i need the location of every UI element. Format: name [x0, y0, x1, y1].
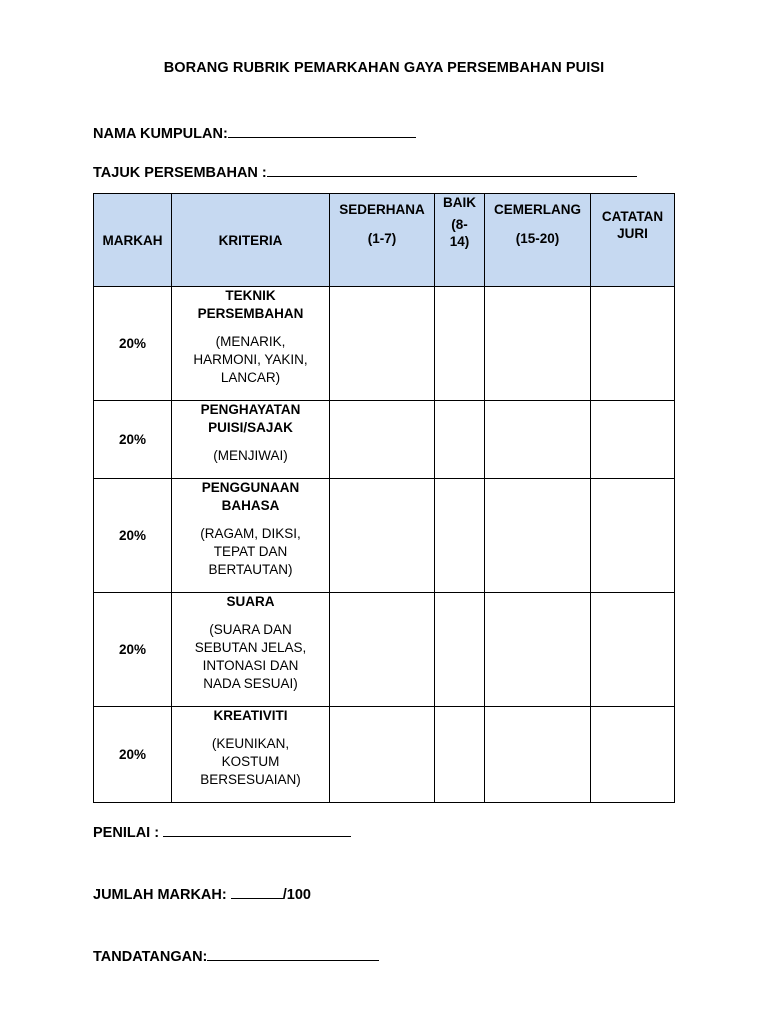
kriteria-title	[172, 401, 329, 437]
kriteria-cell	[172, 707, 330, 803]
kriteria-title-line: PENGGUNAAN	[201, 480, 300, 495]
tajuk-field	[93, 162, 637, 181]
kriteria-description-line: KOSTUM	[221, 754, 280, 769]
kriteria-title-line: BAHASA	[221, 498, 280, 513]
rubric-table	[93, 193, 675, 803]
cemerlang-score-cell[interactable]	[485, 287, 591, 401]
baik-score-cell[interactable]	[435, 707, 485, 803]
kriteria-description-line: NADA SESUAI)	[203, 676, 298, 691]
header-cemerlang	[485, 194, 591, 287]
header-row	[94, 194, 675, 287]
header-cemerlang-range: (15-20)	[515, 231, 560, 246]
markah-cell: 20%	[94, 707, 172, 803]
kriteria-description	[172, 621, 329, 693]
cemerlang-score-cell[interactable]	[485, 593, 591, 707]
tajuk-label: TAJUK PERSEMBAHAN :	[93, 165, 267, 181]
kriteria-description-line: (KEUNIKAN,	[211, 736, 290, 751]
header-sederhana-range: (1-7)	[367, 231, 397, 246]
penilai-blank[interactable]	[163, 822, 351, 837]
header-catatan-label: CATATAN	[601, 209, 664, 224]
tandatangan-blank[interactable]	[207, 946, 379, 961]
kriteria-description-line: INTONASI DAN	[202, 658, 299, 673]
header-sederhana	[330, 194, 435, 287]
kriteria-description-line: BERTAUTAN)	[208, 562, 293, 577]
kriteria-title	[172, 479, 329, 515]
kriteria-description-line: LANCAR)	[220, 370, 281, 385]
baik-score-cell[interactable]	[435, 593, 485, 707]
kriteria-description-line: TEPAT DAN	[213, 544, 288, 559]
kriteria-cell	[172, 479, 330, 593]
kriteria-cell	[172, 287, 330, 401]
kriteria-title	[172, 707, 329, 725]
header-juri-label: JURI	[617, 226, 648, 241]
catatan-juri-score-cell[interactable]	[591, 287, 675, 401]
header-baik-range-1: (8-	[451, 217, 468, 232]
kriteria-title-line: TEKNIK	[225, 288, 276, 303]
rubric-row	[94, 287, 675, 401]
markah-cell: 20%	[94, 593, 172, 707]
kriteria-description	[172, 447, 329, 465]
cemerlang-score-cell[interactable]	[485, 479, 591, 593]
baik-score-cell[interactable]	[435, 401, 485, 479]
kriteria-title-line: PENGHAYATAN	[200, 402, 301, 417]
sederhana-score-cell[interactable]	[330, 479, 435, 593]
header-cemerlang-label: CEMERLANG	[494, 202, 581, 217]
kriteria-description-line: SEBUTAN JELAS,	[194, 640, 307, 655]
baik-score-cell[interactable]	[435, 479, 485, 593]
cemerlang-score-cell[interactable]	[485, 707, 591, 803]
kriteria-title	[172, 593, 329, 611]
jumlah-markah-blank[interactable]	[231, 884, 283, 899]
kriteria-title-line: PUISI/SAJAK	[208, 420, 293, 435]
catatan-juri-score-cell[interactable]	[591, 479, 675, 593]
catatan-juri-score-cell[interactable]	[591, 707, 675, 803]
sederhana-score-cell[interactable]	[330, 401, 435, 479]
nama-kumpulan-label: NAMA KUMPULAN:	[93, 126, 228, 142]
nama-kumpulan-field	[93, 123, 416, 142]
sederhana-score-cell[interactable]	[330, 287, 435, 401]
kriteria-description-line: (MENARIK,	[215, 334, 286, 349]
catatan-juri-score-cell[interactable]	[591, 593, 675, 707]
header-kriteria: KRITERIA	[172, 194, 330, 287]
form-title: BORANG RUBRIK PEMARKAHAN GAYA PERSEMBAHAN PUISI	[163, 60, 605, 76]
header-catatan-juri	[591, 194, 675, 287]
kriteria-description	[172, 525, 329, 579]
tandatangan-field	[93, 946, 379, 965]
sederhana-score-cell[interactable]	[330, 593, 435, 707]
markah-cell: 20%	[94, 287, 172, 401]
catatan-juri-score-cell[interactable]	[591, 401, 675, 479]
rubric-row	[94, 479, 675, 593]
jumlah-markah-field	[93, 884, 311, 903]
header-baik	[435, 194, 485, 287]
penilai-label: PENILAI :	[93, 825, 164, 841]
kriteria-cell	[172, 401, 330, 479]
penilai-field	[93, 822, 351, 841]
markah-cell: 20%	[94, 479, 172, 593]
kriteria-title-line: SUARA	[226, 594, 275, 609]
kriteria-description-line: (RAGAM, DIKSI,	[200, 526, 301, 541]
header-sederhana-label: SEDERHANA	[339, 202, 425, 217]
kriteria-description	[172, 333, 329, 387]
kriteria-description-line: HARMONI, YAKIN,	[193, 352, 308, 367]
markah-cell: 20%	[94, 401, 172, 479]
header-baik-label: BAIK	[443, 195, 476, 210]
nama-kumpulan-blank[interactable]	[228, 123, 416, 138]
rubric-row	[94, 707, 675, 803]
kriteria-title-line: KREATIVITI	[213, 708, 288, 723]
cemerlang-score-cell[interactable]	[485, 401, 591, 479]
rubric-row	[94, 401, 675, 479]
kriteria-title-line: PERSEMBAHAN	[197, 306, 304, 321]
sederhana-score-cell[interactable]	[330, 707, 435, 803]
tajuk-blank[interactable]	[267, 162, 637, 177]
tandatangan-label: TANDATANGAN:	[93, 949, 208, 965]
baik-score-cell[interactable]	[435, 287, 485, 401]
jumlah-markah-label: JUMLAH MARKAH:	[93, 887, 231, 903]
kriteria-cell	[172, 593, 330, 707]
jumlah-markah-suffix: /100	[282, 887, 311, 903]
kriteria-description-line: (SUARA DAN	[209, 622, 292, 637]
header-markah: MARKAH	[94, 194, 172, 287]
kriteria-description-line: (MENJIWAI)	[213, 448, 288, 463]
kriteria-title	[172, 287, 329, 323]
kriteria-description	[172, 735, 329, 789]
header-baik-range-2: 14)	[449, 234, 470, 249]
rubric-row	[94, 593, 675, 707]
kriteria-description-line: BERSESUAIAN)	[200, 772, 301, 787]
